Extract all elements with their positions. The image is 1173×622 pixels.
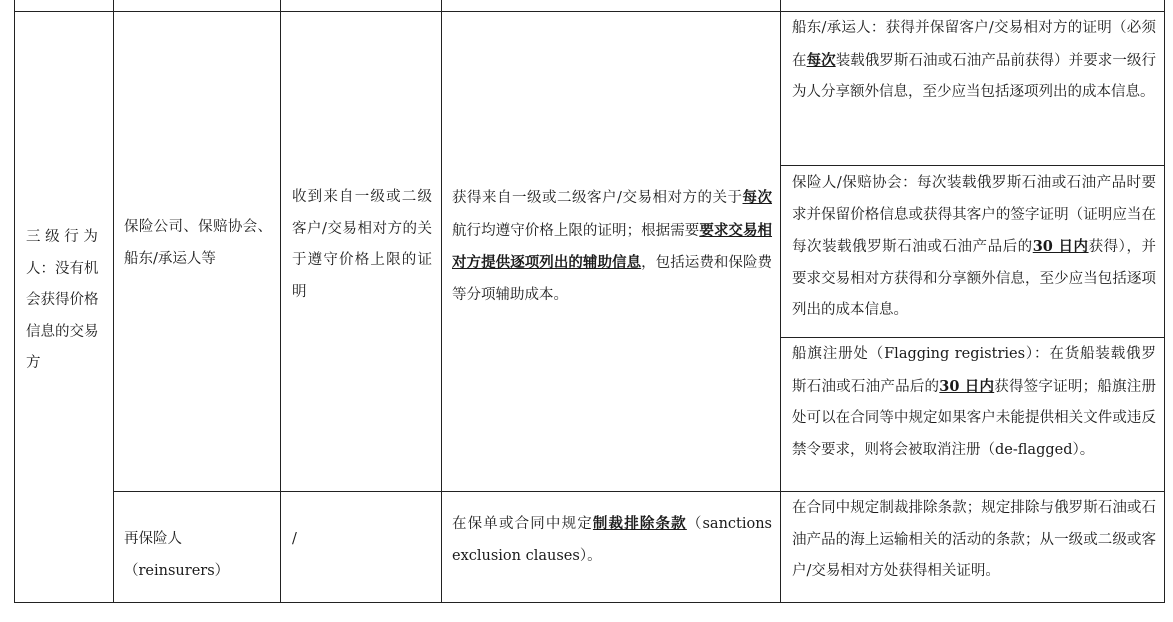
row1-actors-text: 保险公司、保赔协会、船东/承运人等 [124, 219, 272, 267]
row2-actors-cell [124, 524, 274, 587]
actor-level-cell [26, 222, 108, 380]
actor-level-line: 三 级 行 为 [26, 229, 98, 245]
row2-obligation-text: 在保单或合同中规定 [452, 516, 593, 532]
row2-obligation-cell [452, 508, 772, 572]
insurer-cell [792, 168, 1156, 327]
row1-obligation-text: 获得来自一级或二级客户/交易相对方的关于 [452, 190, 743, 206]
actor-level-line: 方 [26, 355, 41, 371]
rule-v2 [280, 0, 281, 603]
rule-col5-a [780, 165, 1165, 166]
rule-row-sep [113, 491, 1165, 492]
emphasis-sanctions-exclusion: 制裁排除条款 [592, 515, 687, 532]
row1-actors-cell [124, 212, 272, 275]
emphasis-each-loading: 每次 [806, 51, 836, 69]
shipowner-text: 装载俄罗斯石油或石油产品前获得）并要求一级行为人分享额外信息，至少应当包括逐项列出的成本信息。 [792, 52, 1156, 100]
rule-col5-b [780, 337, 1165, 338]
flag-registry-text: 船旗注册处（Flagging registries）：在货船装载俄罗斯石油或石油产品后的 [792, 346, 1156, 395]
actor-level-line: 会获得价格 [26, 292, 99, 308]
row2-receives-text: / [292, 531, 297, 547]
row2-detail-text: 在合同中规定制裁排除条款；规定排除与俄罗斯石油或石油产品的海上运输相关的活动的条款；从一级或二级或客户/交易相对方处获得相关证明。 [792, 500, 1156, 579]
shipowner-cell [792, 13, 1156, 109]
actor-level-line: 人：没有机 [26, 260, 99, 277]
row1-obligation-text: ，包括运费和保险费等分项辅助成本。 [452, 255, 773, 303]
row1-obligation-cell [452, 182, 772, 311]
emphasis-each-voyage: 每次 [742, 189, 773, 206]
actor-level-line: 信息的交易 [26, 323, 99, 340]
insurer-text: 保险人/保赔协会：每次装载俄罗斯石油或石油产品时要求并保留价格信息或获得其客户的签字证明（证明应当在每次装载俄罗斯石油或石油产品后的 [792, 175, 1156, 255]
row1-receives-text: 收到来自一级或二级客户/交易相对方的关于遵守价格上限的证明 [292, 189, 432, 300]
row2-actors-text: 再保险人（reinsurers） [124, 531, 230, 579]
shipowner-text: 船东/承运人：获得并保留客户/交易相对方的证明（必须在 [792, 20, 1156, 69]
flag-registry-text: 获得签字证明；船旗注册处可以在合同等中规定如果客户未能提供相关文件或违反禁令要求，则将会被取消注册（de-flagged）。 [792, 378, 1157, 458]
rule-right [1164, 0, 1165, 603]
insurer-text: 获得），并要求交易相对方获得和分享额外信息，至少应当包括逐项列出的成本信息。 [792, 239, 1157, 318]
flag-registry-cell [792, 339, 1156, 466]
row1-obligation-text: 航行均遵守价格上限的证明；根据需要 [452, 222, 700, 239]
row2-obligation-text: （sanctions exclusion clauses）。 [452, 516, 773, 564]
emphasis-itemized-info: 要求交易相对方提供逐项列出的辅助信息 [452, 221, 773, 271]
emphasis-30-days: 30 日内 [1032, 238, 1089, 255]
row1-receives-cell [292, 182, 432, 308]
row2-receives-cell [292, 524, 432, 556]
rule-left [14, 0, 15, 603]
rule-v1 [113, 0, 114, 603]
rule-v3 [441, 0, 442, 603]
rule-top [14, 11, 1165, 12]
rule-v4 [780, 0, 781, 603]
rule-bottom [14, 602, 1165, 603]
emphasis-30-days: 30 日内 [939, 377, 995, 395]
row2-detail-cell [792, 493, 1156, 588]
